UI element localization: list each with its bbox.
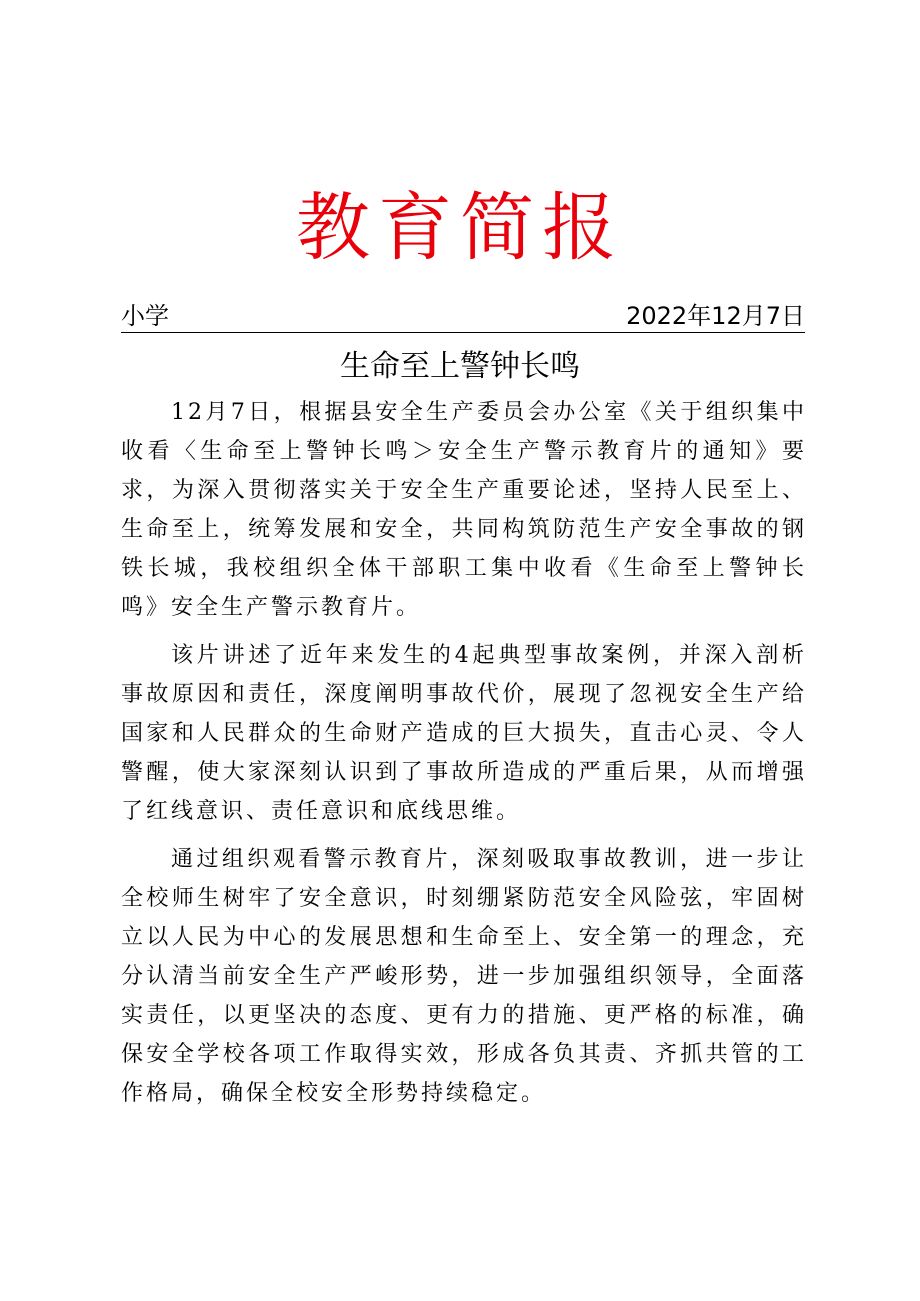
paragraph: 该片讲述了近年来发生的4起典型事故案例，并深入剖析事故原因和责任，深度阐明事故代价，展现了忽视安全生产给国家和人民群众的生命财产造成的巨大损失，直击心灵、令人警醒，使大家深刻认识到了事故所造成的严重后果，从而增强了红线意识、责任意识和底线思维。 — [121, 643, 807, 824]
issue-date: 2022年12月7日 — [626, 302, 805, 330]
article-title: 生命至上警钟长鸣 — [340, 349, 580, 384]
bulletin-masthead: 教育简报 — [296, 185, 624, 271]
article-body — [121, 393, 807, 1122]
school-name: 小学 — [121, 302, 169, 330]
paragraph: 通过组织观看警示教育片，深刻吸取事故教训，进一步让全校师生树牢了安全意识，时刻绷紧防范安全风险弦，牢固树立以人民为中心的发展思想和生命至上、安全第一的理念，充分认清当前安全生产严峻形势，进一步加强组织领导，全面落实责任，以更坚决的态度、更有力的措施、更严格的标准，确保安全学校各项工作取得实效，形成各负其责、齐抓共管的工作格局，确保全校安全形势持续稳定。 — [121, 847, 807, 1106]
paragraph: 12月7日，根据县安全生产委员会办公室《关于组织集中收看〈生命至上警钟长鸣＞安全生产警示教育片的通知》要求，为深入贯彻落实关于安全生产重要论述，坚持人民至上、生命至上，统筹发展和安全，共同构筑防范生产安全事故的钢铁长城，我校组织全体干部职工集中收看《生命至上警钟长鸣》安全生产警示教育片。 — [121, 400, 807, 620]
dateline — [121, 300, 805, 333]
